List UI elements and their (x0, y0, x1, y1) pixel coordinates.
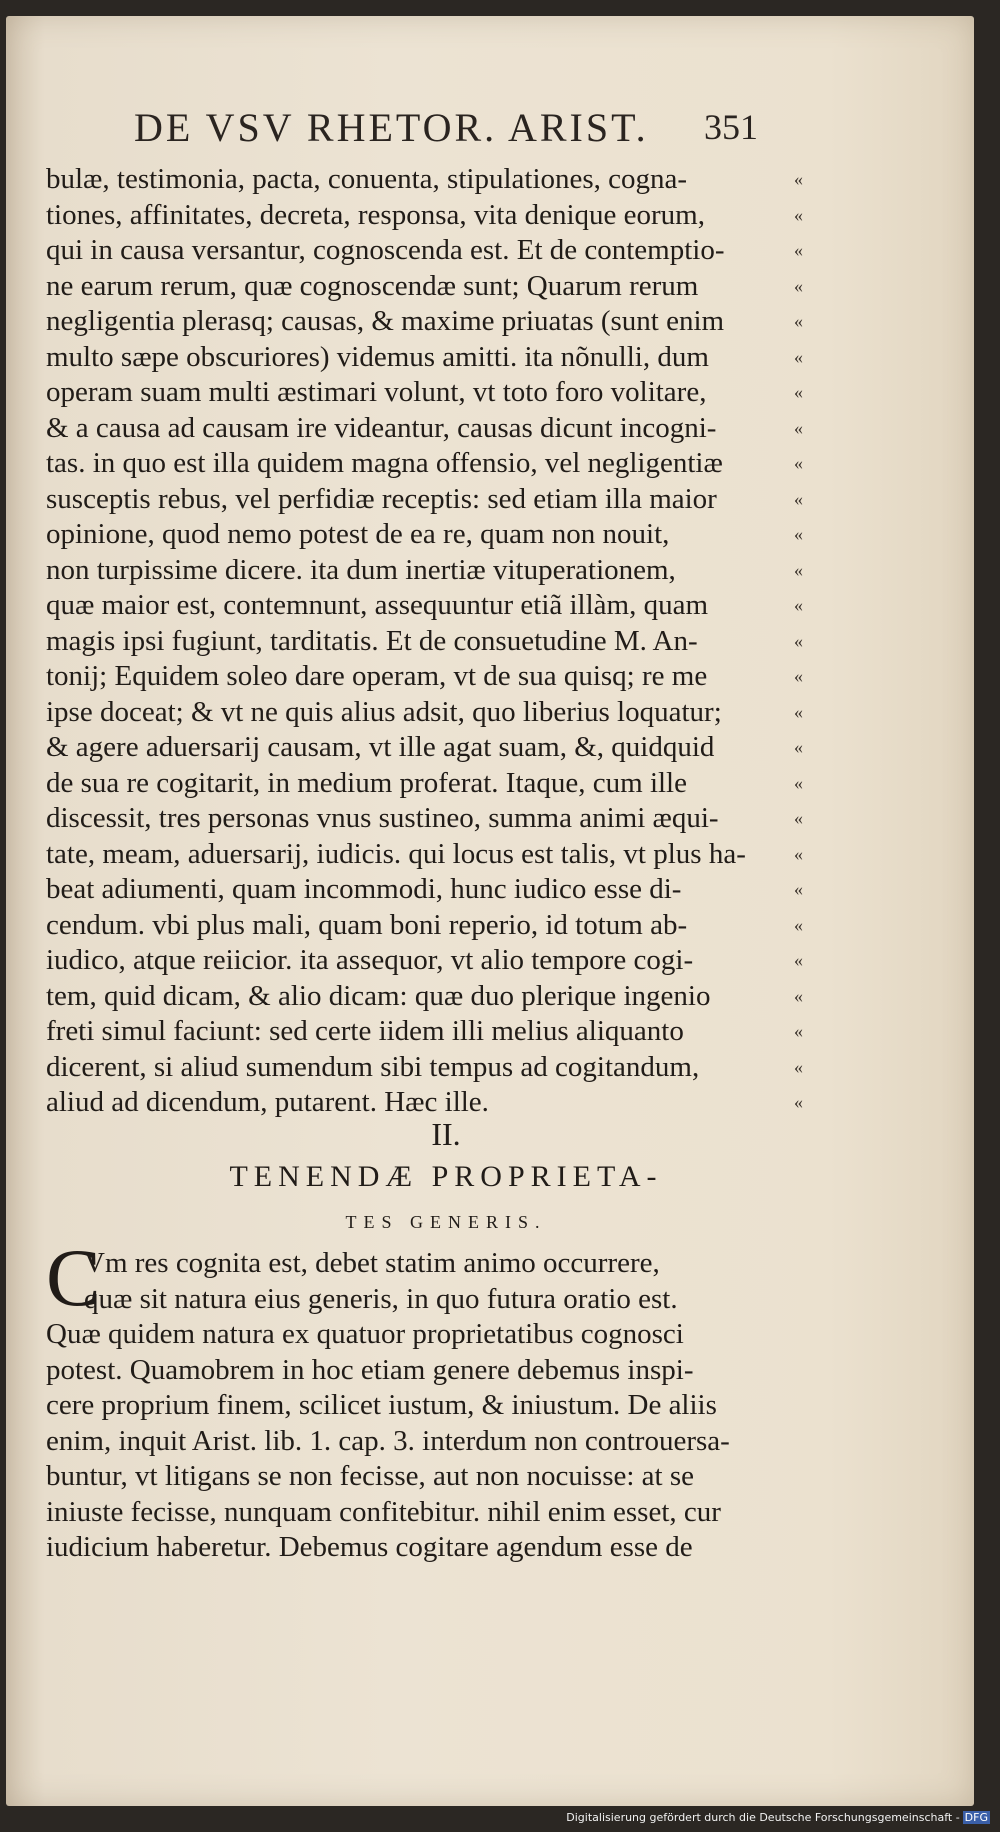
line-text: tonij; Equidem soleo dare operam, vt de sua quisq; re me (46, 660, 708, 692)
text-line (46, 1050, 946, 1086)
text-line (46, 375, 946, 411)
margin-quote-mark: « (794, 630, 803, 651)
text-line (46, 659, 946, 695)
text-line (46, 872, 946, 908)
text-line (46, 482, 946, 518)
margin-quote-mark: « (794, 985, 803, 1006)
margin-quote-mark: « (794, 275, 803, 296)
margin-quote-mark: « (794, 666, 803, 686)
text-line (46, 340, 946, 376)
text-line (46, 908, 946, 944)
body-line: potest. Quamobrem in hoc etiam genere debemus inspi- (46, 1353, 694, 1386)
margin-quote-mark: « (794, 488, 803, 509)
text-line (46, 979, 946, 1015)
body-line: iudicium haberetur. Debemus cogitare agendum esse de (46, 1531, 693, 1563)
line-text: dicerent, si aliud sumendum sibi tempus ad cogitandum, (46, 1050, 700, 1083)
margin-quote-mark: « (794, 346, 803, 367)
line-text: tem, quid dicam, & alio dicam: quæ duo plerique ingenio (46, 979, 711, 1012)
text-line (46, 162, 946, 198)
body-line: enim, inquit Arist. lib. 1. cap. 3. interdum non controuersa- (46, 1424, 730, 1457)
quoted-text-block (46, 162, 946, 1121)
margin-quote-mark: « (794, 950, 803, 970)
line-text: & a causa ad causam ire videantur, causas dicunt incogni- (46, 411, 717, 444)
margin-quote-mark: « (794, 595, 803, 615)
margin-quote-mark: « (794, 240, 803, 260)
body-line: cere proprium finem, scilicet iustum, & iniustum. De aliis (46, 1389, 717, 1421)
line-text: tas. in quo est illa quidem magna offensio, vel negligentiæ (46, 447, 723, 479)
section-number: II. (431, 1116, 461, 1152)
line-text: bulæ, testimonia, pacta, conuenta, stipulationes, cogna- (46, 163, 688, 195)
running-title: DE VSV RHETOR. ARIST. (134, 105, 649, 150)
margin-quote-mark: « (794, 772, 803, 793)
line-text: ne earum rerum, quæ cognoscendæ sunt; Quarum rerum (46, 269, 699, 302)
line-text: multo sæpe obscuriores) videmus amitti. ita nõnulli, dum (46, 340, 709, 373)
section-title: TENENDÆ PROPRIETA- (229, 1160, 663, 1193)
margin-quote-mark: « (794, 808, 803, 828)
text-line (46, 730, 946, 766)
margin-quote-mark: « (794, 701, 803, 722)
dfg-logo: DFG (964, 1811, 988, 1824)
margin-quote-mark: « (794, 417, 803, 438)
line-text: beat adiumenti, quam incommodi, hunc iudico esse di- (46, 873, 682, 905)
line-text: operam suam multi æstimari volunt, vt toto foro volitare, (46, 376, 707, 408)
page-header (6, 104, 974, 154)
line-text: quæ maior est, contemnunt, assequuntur etiã illàm, quam (46, 589, 709, 621)
text-line (46, 588, 946, 624)
line-text: magis ipsi fugiunt, tarditatis. Et de consuetudine M. An- (46, 624, 698, 657)
line-text: tate, meam, aduersarij, iudicis. qui locus est talis, vt plus ha- (46, 837, 746, 870)
line-text: susceptis rebus, vel perfidiæ receptis: sed etiam illa maior (46, 482, 717, 515)
text-line (46, 553, 946, 589)
text-line (46, 198, 946, 234)
text-line (46, 624, 946, 660)
body-line: quæ sit natura eius generis, in quo futura oratio est. (84, 1282, 678, 1315)
text-line (46, 233, 946, 269)
margin-quote-mark: « (794, 382, 803, 402)
margin-quote-mark: « (794, 559, 803, 580)
text-line (46, 837, 946, 873)
line-text: opinione, quod nemo potest de ea re, quam non nouit, (46, 518, 670, 550)
text-line (46, 411, 946, 447)
digitization-footer (566, 1811, 990, 1824)
text-line (46, 695, 946, 731)
line-text: aliud ad dicendum, putarent. Hæc ille. (46, 1086, 489, 1118)
line-text: discessit, tres personas vnus sustineo, summa animi æqui- (46, 802, 719, 834)
margin-quote-mark: « (794, 453, 803, 473)
margin-quote-mark: « (794, 914, 803, 935)
margin-quote-mark: « (794, 204, 803, 225)
text-line (46, 943, 946, 979)
margin-quote-mark: « (794, 737, 803, 757)
body-line: Quæ quidem natura ex quatuor proprietatibus cognosci (46, 1318, 684, 1350)
body-line: buntur, vt litigans se non fecisse, aut non nocuisse: at se (46, 1460, 694, 1492)
line-text: freti simul faciunt: sed certe iidem illi melius aliquanto (46, 1015, 684, 1047)
margin-quote-mark: « (794, 169, 803, 189)
text-line (46, 304, 946, 340)
body-text-block (46, 1246, 946, 1566)
page-number: 351 (704, 107, 758, 147)
footer-text: Digitalisierung gefördert durch die Deutsche Forschungsgemeinschaft - (566, 1811, 960, 1824)
line-text: & agere aduersarij causam, vt ille agat suam, &, quidquid (46, 731, 715, 763)
book-page (6, 16, 974, 1806)
margin-quote-mark: « (794, 1021, 803, 1041)
text-line (46, 1014, 946, 1050)
margin-quote-mark: « (794, 843, 803, 864)
line-text: negligentia plerasq; causas, & maxime priuatas (sunt enim (46, 305, 725, 337)
line-text: qui in causa versantur, cognoscenda est. Et de contemptio- (46, 234, 725, 266)
text-line (46, 766, 946, 802)
line-text: non turpissime dicere. ita dum inertiæ vituperationem, (46, 553, 676, 586)
text-line (46, 517, 946, 553)
margin-quote-mark: « (794, 524, 803, 544)
text-line (46, 269, 946, 305)
drop-cap: C (46, 1232, 101, 1323)
margin-quote-mark: « (794, 1092, 803, 1112)
section-title-continued: TES GENERIS. (345, 1212, 547, 1232)
margin-quote-mark: « (794, 1056, 803, 1077)
body-line: Vm res cognita est, debet statim animo occurrere, (84, 1247, 660, 1279)
text-line (46, 801, 946, 837)
line-text: ipse doceat; & vt ne quis alius adsit, quo liberius loquatur; (46, 695, 722, 728)
margin-quote-mark: « (794, 311, 803, 331)
text-line (46, 446, 946, 482)
line-text: cendum. vbi plus mali, quam boni reperio, id totum ab- (46, 908, 688, 941)
margin-quote-mark: « (794, 879, 803, 899)
line-text: iudico, atque reiicior. ita assequor, vt alio tempore cogi- (46, 944, 694, 976)
line-text: de sua re cogitarit, in medium proferat. Itaque, cum ille (46, 766, 687, 799)
line-text: tiones, affinitates, decreta, responsa, vita denique eorum, (46, 198, 705, 231)
body-line: iniuste fecisse, nunquam confitebitur. nihil enim esset, cur (46, 1495, 721, 1528)
